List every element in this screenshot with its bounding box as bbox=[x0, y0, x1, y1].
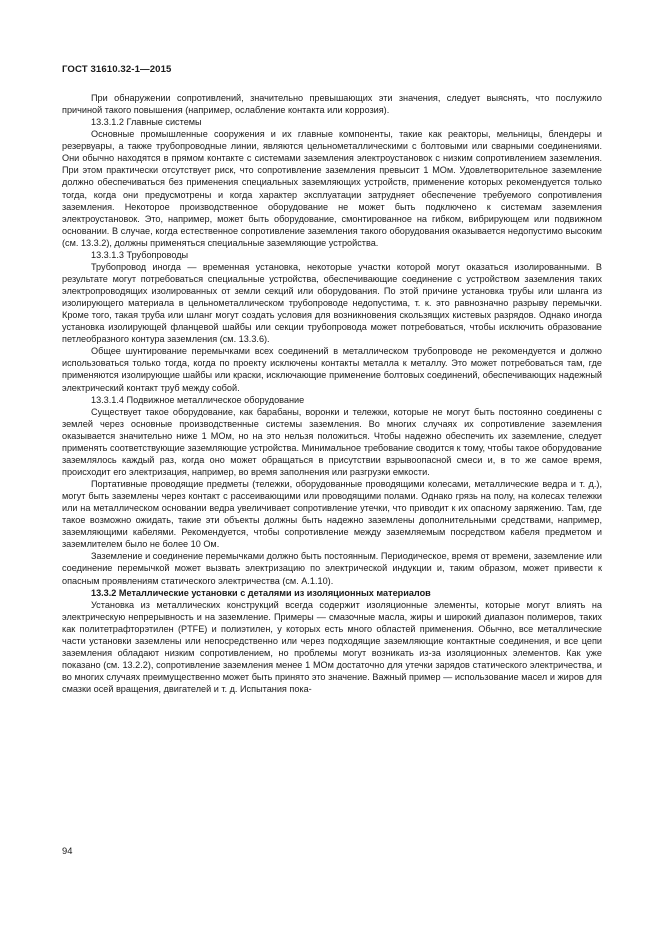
page-number: 94 bbox=[62, 845, 73, 856]
paragraph: Портативные проводящие предметы (тележки, оборудованные проводящими колесами, металлические ведра и т. д.), могут быть заземлены через контакт с рассеивающими или проводящими полами. Однако грязь на полу, на колесах тележки или на металлическом основании ведра увеличивает сопротивление утечки, что приводит к их опасному заряжению. Там, где такое возможно ожидать, такие эти объекты должны быть надежно заземлены дополнительными средствами, например, заземляющими кабелями. Рекомендуется, чтобы сопротивление между заземляемым посредством кабеля предметом и заземлителем было не более 10 Ом. bbox=[62, 479, 602, 550]
paragraph: Трубопровод иногда — временная установка, некоторые участки которой могут оказаться изолированными. В результате могут потребоваться специальные устройства, обеспечивающие соединение с устройством заземления таких электропроводящих изолированных от земли секций или оборудования. По этой причине установка трубы или шланга из изолирующего материала в цельнометаллическом трубопроводе недопустима, т. к. это равнозначно разрыву перемычки. Кроме того, такая труба или шланг могут создать условия для возникновения скользящих кистевых разрядов. Однако иногда установка изолирующей фланцевой шайбы или секции трубопровода может потребоваться, чтобы исключить образование петлеобразного контура заземления (см. 13.3.6). bbox=[62, 261, 602, 345]
document-body bbox=[62, 92, 602, 695]
document-header: ГОСТ 31610.32-1—2015 bbox=[62, 64, 172, 75]
paragraph: Общее шунтирование перемычками всех соединений в металлическом трубопроводе не рекомендуется и должно использоваться только тогда, когда по проекту исключены контакты металла к металлу. Это может потребоваться там, где применяются изолирующие шайбы или краски, исключающие применение болтовых соединений, обеспечивающих надежный электрический контакт труб между собой. bbox=[62, 346, 602, 393]
section-heading-bold: 13.3.2 Металлические установки с деталями из изоляционных материалов bbox=[91, 587, 431, 598]
paragraph: Заземление и соединение перемычками должно быть постоянным. Периодическое, время от времени, заземление или соединение перемычкой может вызвать электризацию по электрической индукции и, таким образом, может привести к опасным проявлениям статического электричества (см. А.1.10). bbox=[62, 551, 602, 586]
section-heading: 13.3.1.4 Подвижное металлическое оборудование bbox=[91, 394, 305, 405]
section-heading: 13.3.1.2 Главные системы bbox=[91, 117, 202, 128]
paragraph: Установка из металлических конструкций всегда содержит изоляционные элементы, которые могут влиять на электрическую непрерывность и на заземление. Примеры — смазочные масла, жиры и широкий диапазон полимеров, таких как политетрафторэтилен (PTFE) и полиэтилен, у которых есть много областей применения. Обычно, все металлические части установки заземлены или непосредственно или через подходящие заземляющие контактные соединения, и все цепи заземления обладают низким сопротивлением, но проблемы могут возникать из-за изоляционных элементов. Как уже показано (см. 13.2.2), сопротивление заземления менее 1 МОм достаточно для утечки зарядов статического электричества, и во многих случаях преимущественно может быть принято это значение. Важный пример — использование масел и жиров для смазки осей вращения, двигателей и т. д. Испытания пока- bbox=[62, 599, 602, 695]
paragraph: Основные промышленные сооружения и их главные компоненты, такие как реакторы, мельницы, блендеры и резервуары, а также трубопроводные линии, являются цельнометаллическими с болтовыми или сварными соединениями. Они обычно находятся в прямом контакте с системами заземления электроустановок с низким сопротивлением заземления. При этом практически отсутствует риск, что сопротивление заземления превысит 1 МОм. Удовлетворительное заземление должно обеспечиваться без применения специальных заземляющих устройств, применение которых рекомендуется только тогда, когда они предусмотрены и когда характер эксплуатации затрудняет обеспечение требуемого сопротивления заземления. Некоторое производственное оборудование не может быть подключено к системам заземления электроустановок. Это, например, может быть оборудование, смонтированное на гибком, вибрирующем или подвижном основании. В случае, когда естественное сопротивление заземления такого оборудования оказывается недопустимо высоким (см. 13.3.2), должны применяться специальные заземляющие устройства. bbox=[62, 129, 602, 248]
paragraph: При обнаружении сопротивлений, значительно превышающих эти значения, следует выяснять, что послужило причиной такого повышения (например, ослабление контакта или коррозия). bbox=[62, 93, 602, 116]
section-heading: 13.3.1.3 Трубопроводы bbox=[91, 249, 189, 260]
paragraph: Существует такое оборудование, как барабаны, воронки и тележки, которые не могут быть постоянно соединены с землей через основные производственные системы заземления. Во многих случаях их сопротивление заземления оказывается значительно ниже 1 МОм, но на это нельзя положиться. Чтобы надежно обеспечить их заземление, следует применять соответствующие заземляющие устройства. Минимальное требование сводится к тому, чтобы такое оборудование заземлялось каждый раз, когда оно может обращаться в присутствии взрывоопасной смеси и, в то же самое время, происходит его электризация, например, во время заполнения или разгрузки емкости. bbox=[62, 406, 602, 477]
